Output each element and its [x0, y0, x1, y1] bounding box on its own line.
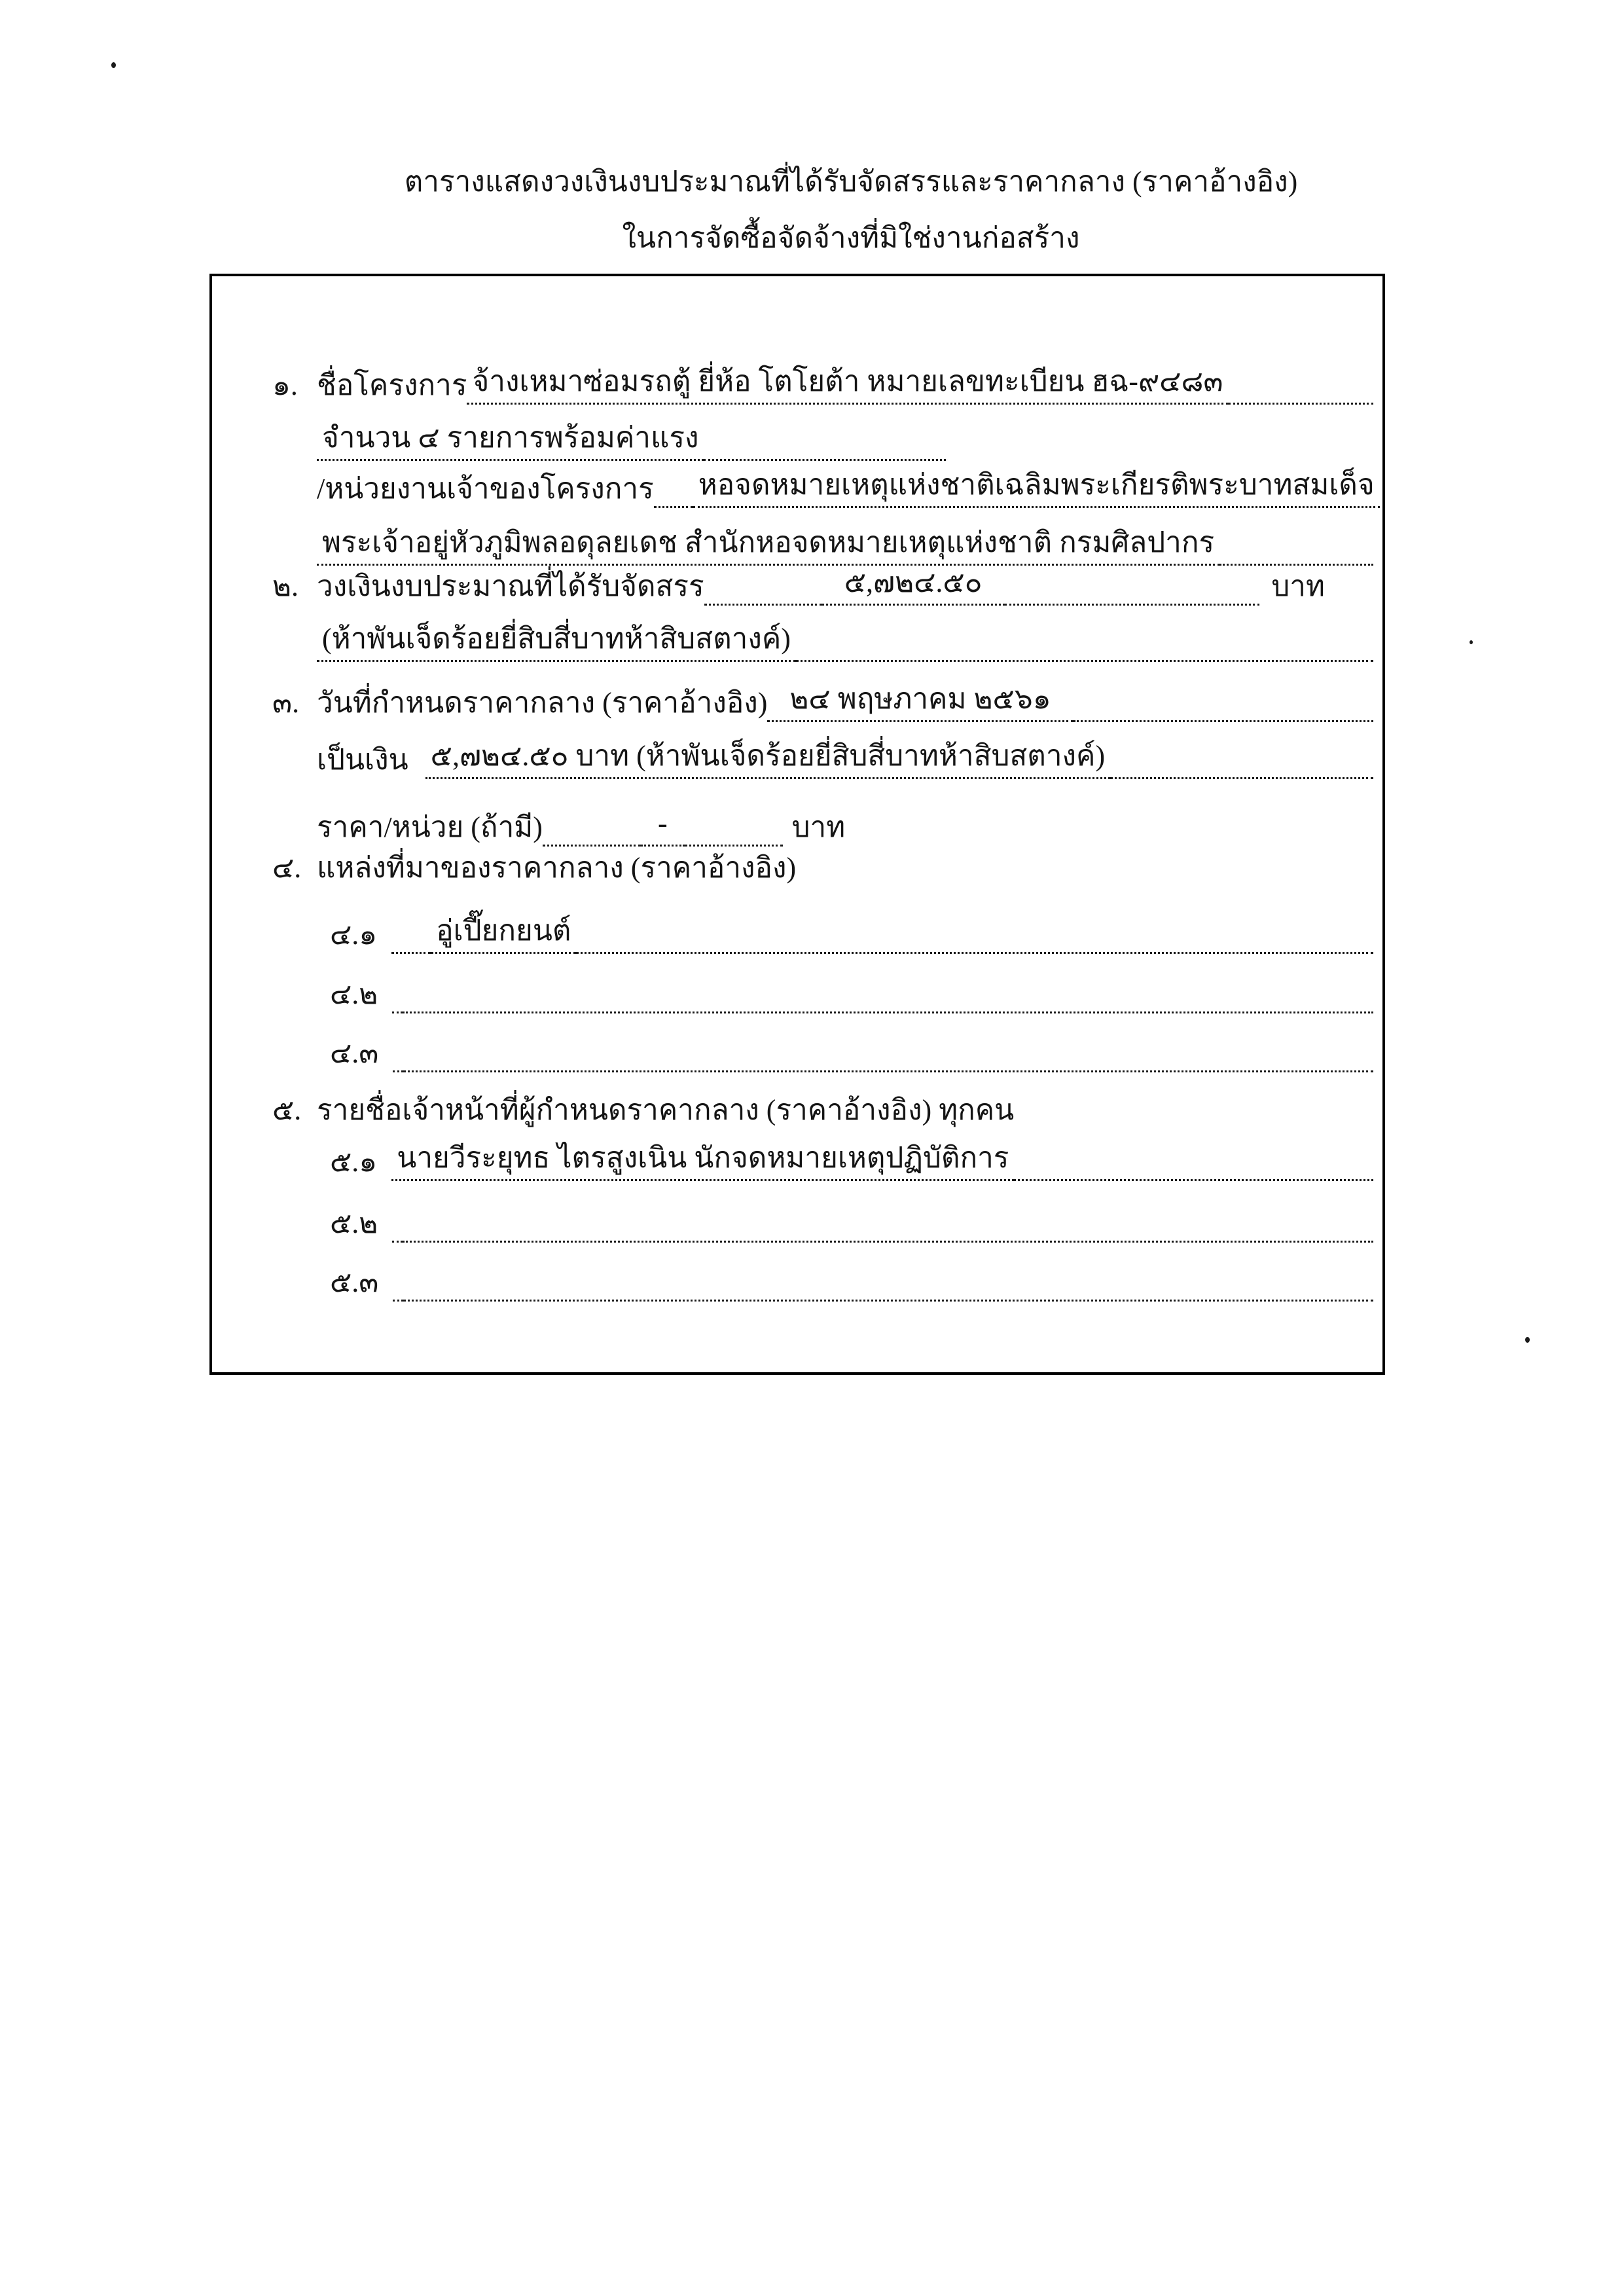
item5-sub1-number: ๕.๑ — [330, 1146, 378, 1178]
dotted-line — [391, 908, 431, 954]
item4-sub2-row — [330, 968, 1373, 1013]
item5-sub3-number: ๕.๓ — [330, 1266, 379, 1298]
item2-budget-amount: ๕,๗๒๔.๕๐ — [822, 564, 1005, 606]
item2-amount-in-words: (ห้าพันเจ็ดร้อยยี่สิบสี่บาทห้าสิบสตางค์) — [317, 620, 796, 662]
item5-sub2-value — [392, 1239, 403, 1243]
dotted-line — [1074, 676, 1373, 722]
item2-number: ๒. — [272, 570, 299, 602]
dotted-line — [543, 801, 641, 847]
dotted-line — [704, 560, 822, 606]
item1-project-name-row — [272, 359, 1373, 405]
item3-unit-price-row — [317, 801, 1373, 847]
dotted-line — [685, 801, 783, 847]
dotted-line — [1219, 520, 1373, 566]
item5-sub2-number: ๕.๒ — [330, 1207, 378, 1239]
document-title — [242, 154, 1460, 266]
dotted-line — [403, 1027, 1373, 1072]
dotted-line — [1229, 359, 1373, 405]
dotted-line — [1005, 560, 1260, 606]
dotted-line — [1014, 1135, 1373, 1181]
item3-amount-row — [317, 733, 1373, 779]
item2-budget-row — [272, 560, 1373, 606]
item4-source-header-row — [272, 841, 1373, 887]
item1-agency-row2 — [317, 520, 1373, 566]
scan-speck — [1525, 1337, 1530, 1343]
item3-amount-value: ๕,๗๒๔.๕๐ บาท (ห้าพันเจ็ดร้อยยี่สิบสี่บาทห้าสิบสตางค์) — [425, 737, 1110, 779]
item1-number: ๑. — [272, 369, 298, 401]
item4-sub1-row — [330, 908, 1373, 954]
dotted-line — [403, 1197, 1373, 1243]
item1-agency-value: หอจดหมายเหตุแห่งชาติเฉลิมพระเกียรติพระบาทสมเด็จ — [693, 466, 1380, 508]
item3-price-date-row — [272, 676, 1373, 722]
item4-number: ๔. — [272, 852, 302, 884]
scan-speck — [111, 62, 116, 68]
item5-sub3-value — [393, 1298, 403, 1302]
item5-label: รายชื่อเจ้าหน้าที่ผู้กำหนดราคากลาง (ราคาอ้างอิง) ทุกคน — [317, 1094, 1015, 1126]
dotted-line — [576, 908, 1373, 954]
item1-quantity-value: จำนวน ๔ รายการพร้อมค่าแรง — [317, 419, 704, 461]
scan-speck — [1470, 640, 1473, 644]
dotted-line — [403, 1256, 1373, 1302]
item4-sub3-row — [330, 1027, 1373, 1072]
item4-sub3-number: ๔.๓ — [330, 1037, 379, 1069]
item4-sub1-value: อู่เปี๊ยกยนต์ — [431, 912, 576, 954]
item5-sub1-value: นายวีระยุทธ ไตรสูงเนิน นักจดหมายเหตุปฏิบัติการ — [391, 1139, 1014, 1181]
item4-sub2-number: ๔.๒ — [330, 978, 378, 1010]
item5-sub3-row — [330, 1256, 1373, 1302]
item2-label: วงเงินงบประมาณที่ได้รับจัดสรร — [317, 570, 704, 602]
item1-agency-row — [317, 462, 1373, 508]
item3-date-value: ๒๔ พฤษภาคม ๒๕๖๑ — [767, 680, 1073, 722]
item5-number: ๕. — [272, 1094, 302, 1126]
dotted-line — [704, 415, 946, 461]
dotted-line — [403, 968, 1373, 1013]
item3-amount-label: เป็นเงิน — [317, 744, 408, 776]
item1-agency-label: /หน่วยงานเจ้าของโครงการ — [317, 473, 654, 505]
item4-sub2-value — [392, 1010, 403, 1013]
item3-unit-price-value: - — [641, 805, 685, 847]
document-title-line1: ตารางแสดงวงเงินงบประมาณที่ได้รับจัดสรรและราคากลาง (ราคาอ้างอิง) — [404, 166, 1298, 198]
item3-label: วันที่กำหนดราคากลาง (ราคาอ้างอิง) — [317, 687, 768, 719]
form-border-box — [209, 274, 1385, 1375]
item2-amount-in-words-row — [317, 616, 1373, 662]
item3-number: ๓. — [272, 687, 300, 719]
item4-sub3-value — [393, 1068, 403, 1072]
item1-project-name-value: จ้างเหมาซ่อมรถตู้ ยี่ห้อ โตโยต้า หมายเลขทะเบียน ฮฉ-๙๔๘๓ — [467, 363, 1228, 405]
dotted-line — [796, 616, 1373, 662]
item2-baht-unit: บาท — [1271, 570, 1325, 602]
item3-unit-price-label: ราคา/หน่วย (ถ้ามี) — [317, 811, 543, 843]
item1-quantity-row — [317, 415, 1373, 461]
document-title-line2: ในการจัดซื้อจัดจ้างที่มิใช่งานก่อสร้าง — [622, 222, 1080, 254]
item5-officers-header-row — [272, 1084, 1373, 1129]
item5-sub2-row — [330, 1197, 1373, 1243]
dotted-line — [654, 462, 693, 508]
item5-sub1-row — [330, 1135, 1373, 1181]
item4-label: แหล่งที่มาของราคากลาง (ราคาอ้างอิง) — [317, 852, 797, 884]
item3-baht-unit: บาท — [791, 811, 846, 843]
dotted-line — [1110, 733, 1373, 779]
item4-sub1-number: ๔.๑ — [330, 919, 378, 951]
item1-agency-value2: พระเจ้าอยู่หัวภูมิพลอดุลยเดช สำนักหอจดหมายเหตุแห่งชาติ กรมศิลปากร — [317, 524, 1219, 566]
item1-label: ชื่อโครงการ — [317, 369, 467, 401]
